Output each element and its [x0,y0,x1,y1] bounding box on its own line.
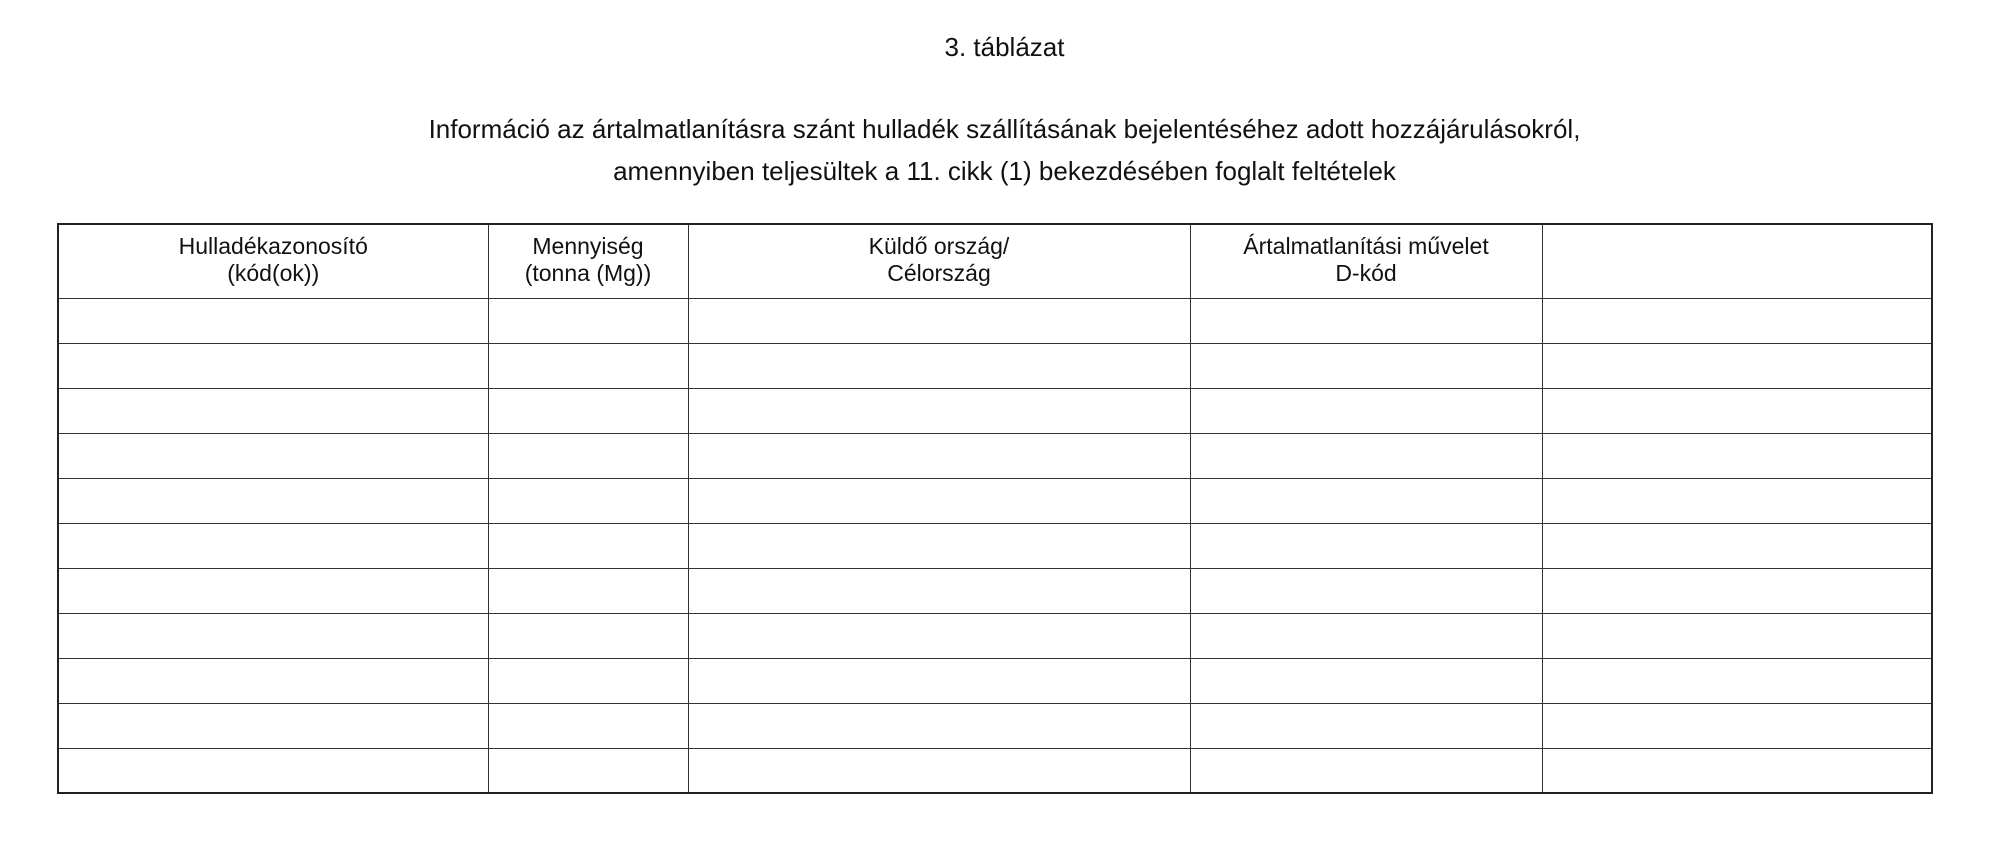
table-cell [1542,478,1932,523]
table-cell [58,568,488,613]
header-countries: Küldő ország/ Célország [688,224,1190,298]
table-row [58,613,1932,658]
table-row [58,703,1932,748]
table-cell [488,343,688,388]
table-row [58,478,1932,523]
header-disposal-operation: Ártalmatlanítási művelet D-kód [1190,224,1542,298]
table-number: 3. táblázat [944,32,1065,62]
table-cell [1542,568,1932,613]
table-cell [1190,478,1542,523]
table-row [58,343,1932,388]
table-cell [1542,388,1932,433]
table-row [58,658,1932,703]
table-cell [1190,748,1542,793]
table-cell [58,658,488,703]
consent-table [57,223,1933,794]
caption-line-1: Információ az ártalmatlanításra szánt hulladék szállításának bejelentéséhez adott hozzájárulásokról, [428,114,1581,144]
table-cell [488,523,688,568]
table-row [58,388,1932,433]
table-cell [688,613,1190,658]
header-waste-id: Hulladékazonosító (kód(ok)) [58,224,488,298]
table-cell [688,748,1190,793]
header-quantity: Mennyiség (tonna (Mg)) [488,224,688,298]
caption-line-2: amennyiben teljesültek a 11. cikk (1) bekezdésében foglalt feltételek [613,156,1396,186]
table-cell [1542,343,1932,388]
table-cell [58,523,488,568]
table-cell [488,748,688,793]
table-cell [1190,703,1542,748]
table-cell [488,658,688,703]
table-cell [1542,703,1932,748]
table-row [58,568,1932,613]
table-cell [58,433,488,478]
table-cell [58,388,488,433]
header-blank [1542,224,1932,298]
table-cell [58,613,488,658]
table-cell [1190,523,1542,568]
table-cell [488,298,688,343]
table-cell [1542,748,1932,793]
table-cell [688,433,1190,478]
table-cell [1190,658,1542,703]
table-cell [488,388,688,433]
table-cell [688,568,1190,613]
header-row [58,224,1932,298]
table-caption [0,108,2009,192]
table-cell [58,478,488,523]
table-cell [688,658,1190,703]
table-cell [1190,568,1542,613]
table-cell [688,703,1190,748]
table-cell [488,613,688,658]
table-cell [58,703,488,748]
table-row [58,748,1932,793]
table-cell [488,433,688,478]
table-cell [688,388,1190,433]
table-cell [1190,343,1542,388]
table-row [58,523,1932,568]
table-cell [488,478,688,523]
table-row [58,298,1932,343]
table-cell [1542,523,1932,568]
table-cell [1542,298,1932,343]
table-cell [488,568,688,613]
table-cell [488,703,688,748]
table-cell [1190,298,1542,343]
table-cell [1190,388,1542,433]
table-cell [688,343,1190,388]
table-cell [1542,613,1932,658]
table-cell [58,298,488,343]
table-cell [688,478,1190,523]
table-body [58,298,1932,793]
table-cell [1542,433,1932,478]
table-cell [58,343,488,388]
table-cell [1542,658,1932,703]
table-cell [1190,433,1542,478]
table-cell [688,298,1190,343]
table-cell [688,523,1190,568]
table-cell [1190,613,1542,658]
table-cell [58,748,488,793]
table-row [58,433,1932,478]
